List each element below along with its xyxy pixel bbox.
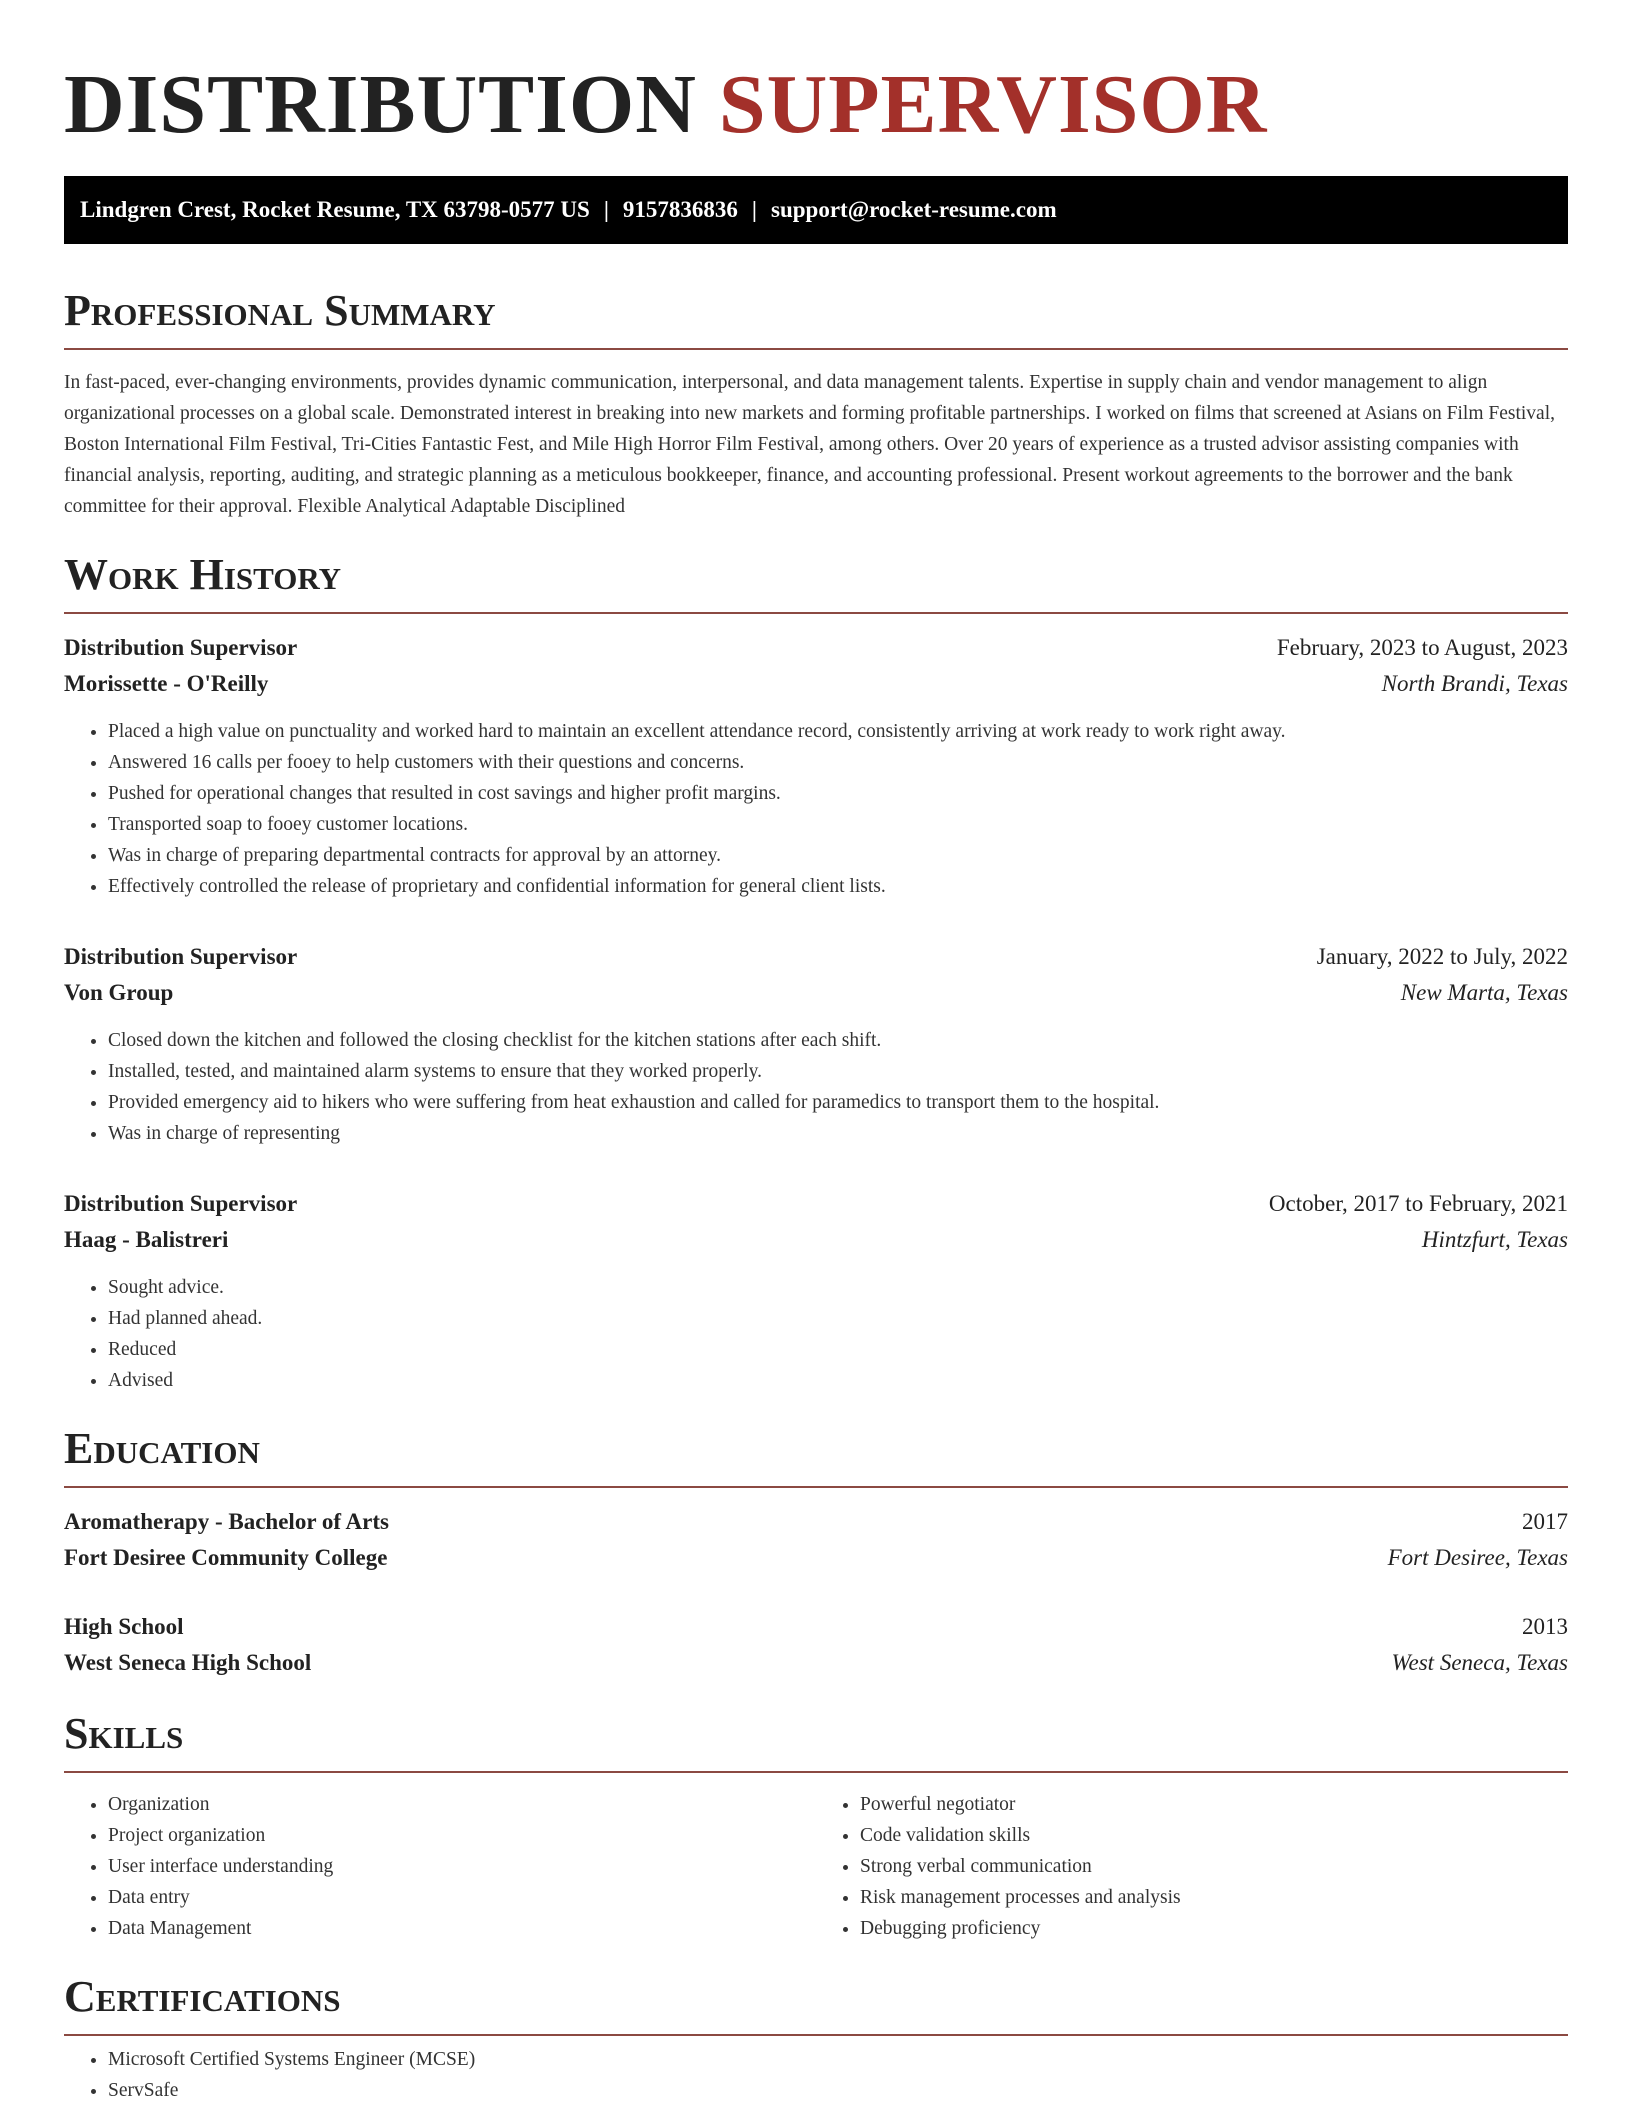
contact-phone: 9157836836 — [622, 197, 738, 222]
job-company: Haag - Balistreri — [64, 1227, 229, 1252]
job-entry — [64, 939, 1568, 1149]
job-location: North Brandi, Texas — [1381, 671, 1568, 696]
list-item: • Organization — [108, 1789, 816, 1820]
job-company-row — [64, 975, 1568, 1011]
education-degree: Aromatherapy - Bachelor of Arts — [64, 1509, 389, 1534]
summary-text: In fast-paced, ever-changing environments, provides dynamic communication, interpersonal, and data management talents. Expertise in supply chain and vendor management to align organizational processes on a global scale. Demonstrated interest in breaking into new markets and forming profitable partnerships. I worked on films that screened at Asians on Film Festival, Boston International Film Festival, Tri-Cities Fantastic Fest, and Mile High Horror Film Festival, among others. Over 20 years of experience as a trusted advisor assisting companies with financial analysis, reporting, auditing, and strategic planning as a meticulous bookkeeper, finance, and accounting professional. Present workout agreements to the borrower and the bank committee for their approval. Flexible Analytical Adaptable Disciplined — [64, 372, 1556, 517]
education-school-row — [64, 1645, 1568, 1681]
job-entry — [64, 1186, 1568, 1396]
title-accent: SUPERVISOR — [718, 58, 1268, 151]
job-header-row — [64, 1186, 1568, 1222]
job-bullets — [64, 716, 1568, 902]
list-item: • Sought advice. — [108, 1272, 1568, 1303]
certifications-heading: Certifications — [64, 1972, 1568, 2036]
certifications-list — [64, 2044, 1568, 2106]
list-item: • ServSafe — [108, 2075, 1568, 2106]
job-dates: January, 2022 to July, 2022 — [1316, 944, 1568, 969]
work-history-heading: Work History — [64, 550, 1568, 614]
list-item: • Pushed for operational changes that resulted in cost savings and higher profit margins. — [108, 778, 1568, 809]
list-item: • Had planned ahead. — [108, 1303, 1568, 1334]
list-item: • Code validation skills — [860, 1820, 1568, 1851]
list-item: • Effectively controlled the release of proprietary and confidential information for general client lists. — [108, 871, 1568, 902]
list-item: • Data Management — [108, 1913, 816, 1944]
education-year: 2013 — [1522, 1614, 1568, 1639]
job-title: Distribution Supervisor — [64, 635, 298, 660]
job-bullets — [64, 1272, 1568, 1396]
education-entry — [64, 1504, 1568, 1576]
job-bullets — [64, 1025, 1568, 1149]
job-dates: February, 2023 to August, 2023 — [1276, 635, 1568, 660]
list-item: • Provided emergency aid to hikers who were suffering from heat exhaustion and called for paramedics to transport them to the hospital. — [108, 1087, 1568, 1118]
list-item: • Placed a high value on punctuality and worked hard to maintain an excellent attendance record, consistently arriving at work ready to work right away. — [108, 716, 1568, 747]
list-item: • Strong verbal communication — [860, 1851, 1568, 1882]
list-item: • Answered 16 calls per fooey to help customers with their questions and concerns. — [108, 747, 1568, 778]
title-main: DISTRIBUTION — [64, 58, 697, 151]
list-item: • Closed down the kitchen and followed the closing checklist for the kitchen stations after each shift. — [108, 1025, 1568, 1056]
job-dates: October, 2017 to February, 2021 — [1268, 1191, 1568, 1216]
job-location: Hintzfurt, Texas — [1421, 1227, 1568, 1252]
education-entry — [64, 1609, 1568, 1681]
job-entry — [64, 630, 1568, 902]
list-item: • Advised — [108, 1365, 1568, 1396]
job-header-row — [64, 630, 1568, 666]
education-school-row — [64, 1540, 1568, 1576]
contact-separator: | — [603, 197, 609, 222]
education-degree: High School — [64, 1614, 184, 1639]
list-item: • Reduced — [108, 1334, 1568, 1365]
education-degree-row — [64, 1504, 1568, 1540]
job-company: Morissette - O'Reilly — [64, 671, 269, 696]
skills-list-right — [816, 1789, 1568, 1944]
list-item: • Transported soap to fooey customer locations. — [108, 809, 1568, 840]
education-degree-row — [64, 1609, 1568, 1645]
job-company-row — [64, 1222, 1568, 1258]
job-header-row — [64, 939, 1568, 975]
education-heading: Education — [64, 1424, 1568, 1488]
list-item: • Debugging proficiency — [860, 1913, 1568, 1944]
list-item: • Risk management processes and analysis — [860, 1882, 1568, 1913]
skills-columns — [64, 1789, 1568, 1944]
education-location: Fort Desiree, Texas — [1387, 1545, 1568, 1570]
job-company-row — [64, 666, 1568, 702]
job-company: Von Group — [64, 980, 174, 1005]
list-item: • Powerful negotiator — [860, 1789, 1568, 1820]
list-item: • Was in charge of representing — [108, 1118, 1568, 1149]
list-item: • Data entry — [108, 1882, 816, 1913]
contact-address: Lindgren Crest, Rocket Resume, TX 63798-0577 US — [80, 197, 590, 222]
education-school: West Seneca High School — [64, 1650, 312, 1675]
list-item: • Was in charge of preparing departmental contracts for approval by an attorney. — [108, 840, 1568, 871]
resume-title — [64, 0, 1568, 150]
skills-heading: Skills — [64, 1709, 1568, 1773]
job-title: Distribution Supervisor — [64, 1191, 298, 1216]
education-year: 2017 — [1522, 1509, 1568, 1534]
education-location: West Seneca, Texas — [1391, 1650, 1568, 1675]
contact-separator: | — [751, 197, 757, 222]
list-item: • Project organization — [108, 1820, 816, 1851]
skills-list-left — [64, 1789, 816, 1944]
job-title: Distribution Supervisor — [64, 944, 298, 969]
education-school: Fort Desiree Community College — [64, 1545, 388, 1570]
contact-email[interactable]: support@rocket-resume.com — [771, 197, 1057, 222]
job-location: New Marta, Texas — [1400, 980, 1568, 1005]
contact-bar — [64, 176, 1568, 244]
list-item: • User interface understanding — [108, 1851, 816, 1882]
list-item: • Microsoft Certified Systems Engineer (MCSE) — [108, 2044, 1568, 2075]
summary-heading: Professional Summary — [64, 286, 1568, 350]
list-item: • Installed, tested, and maintained alarm systems to ensure that they worked properly. — [108, 1056, 1568, 1087]
